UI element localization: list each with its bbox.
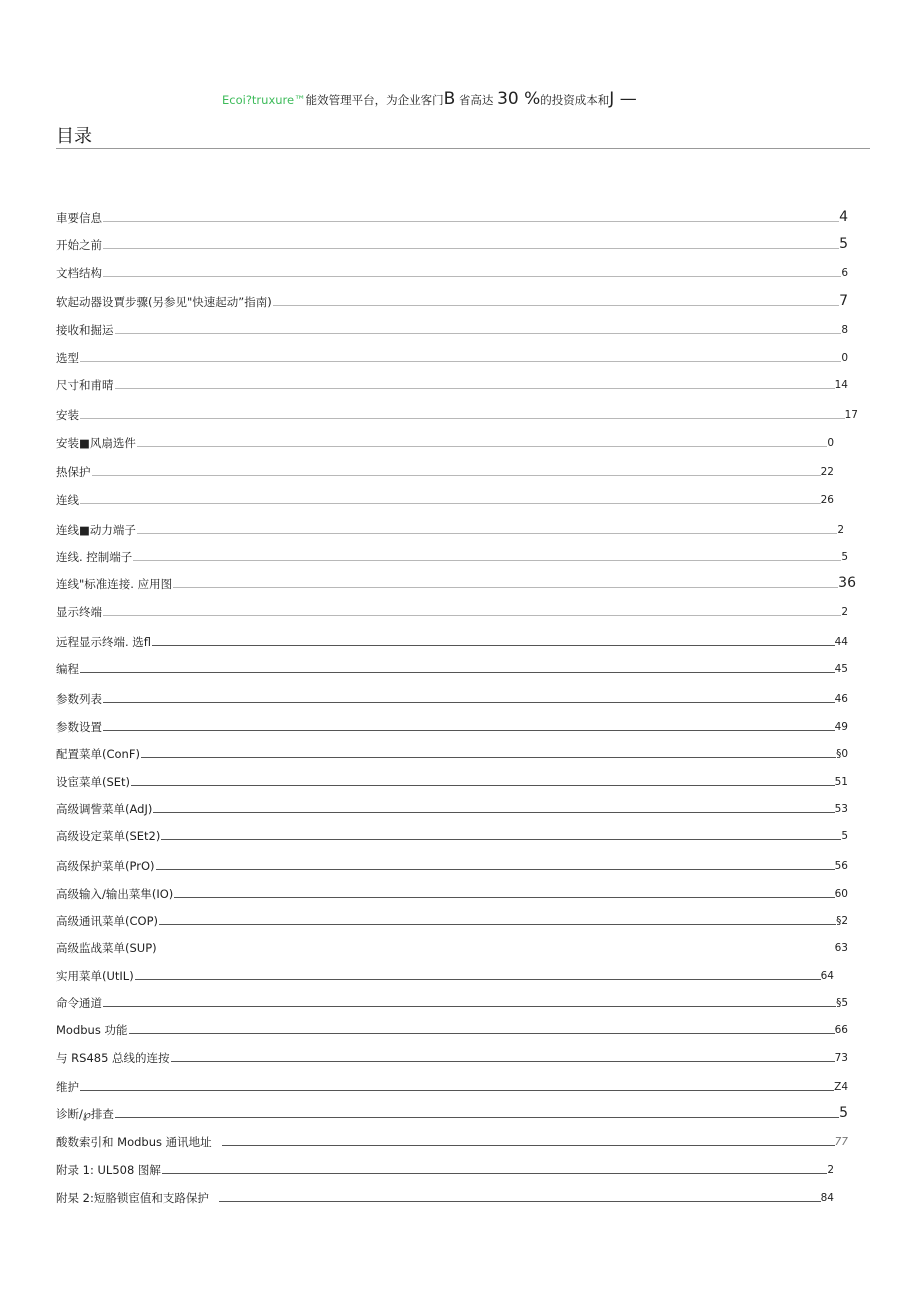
toc-entry-label: 维护 (56, 1080, 79, 1094)
toc-entry[interactable] (56, 601, 848, 619)
toc-entry-label: 尺寸和甫晴 (56, 378, 114, 392)
toc-entry-label: 连线"标准连接. 应用图 (56, 577, 173, 591)
toc-entry-label: 实用菜单(UtIL) (56, 969, 134, 983)
toc-entry-page: 45 (834, 663, 848, 675)
toc-entry[interactable] (56, 1076, 848, 1094)
toc-entry-page: 14 (834, 379, 848, 391)
toc-entry[interactable] (56, 1187, 834, 1205)
toc-entry[interactable] (56, 688, 848, 706)
toc-entry[interactable] (56, 519, 844, 537)
toc-entry-page: 0 (827, 437, 834, 449)
toc-leader-line (159, 924, 836, 925)
toc-leader-line (103, 1006, 836, 1007)
toc-leader-line (141, 757, 836, 758)
toc-entry-page: 22 (820, 466, 834, 478)
toc-entry-label: 高级通讯菜单(COP) (56, 914, 158, 928)
toc-entry-page: 2 (837, 524, 844, 536)
toc-leader-line (152, 645, 835, 646)
toc-entry-label: 连线■动力端子 (56, 523, 136, 537)
toc-entry-label: 安装 (56, 408, 79, 422)
toc-entry[interactable] (56, 573, 856, 591)
toc-leader-line (222, 1145, 835, 1146)
toc-entry-label: 参数设置 (56, 720, 102, 734)
toc-entry-page: 51 (834, 776, 848, 788)
banner-percent: % (518, 89, 541, 109)
toc-leader-line (115, 1117, 839, 1118)
toc-entry-label: 与 RS485 总线的连按 (56, 1051, 170, 1065)
toc-leader-line (161, 839, 841, 840)
toc-entry-page: Z4 (834, 1081, 848, 1093)
toc-entry[interactable] (56, 825, 848, 843)
toc-entry-page: 5 (839, 236, 848, 252)
toc-entry-page: 66 (834, 1024, 848, 1036)
toc-leader-line (135, 979, 821, 980)
toc-leader-line (174, 897, 834, 898)
toc-entry-page: 49 (834, 721, 848, 733)
brand-name: Ecoi?truxure™ (222, 93, 306, 107)
toc-entry-label: 配置菜单(ConF) (56, 747, 140, 761)
toc-entry-label: 参数列表 (56, 692, 102, 706)
toc-entry-label: 附杲 2:短胳锁宦值和支路保护 (56, 1191, 209, 1205)
toc-entry-label: 安装■风扇选件 (56, 436, 136, 450)
toc-entry[interactable] (56, 855, 848, 873)
toc-entry-label: 高级输入/输出菜隼(IO) (56, 887, 174, 901)
toc-leader-line (219, 1201, 821, 1202)
toc-leader-line (129, 1033, 835, 1034)
page-title: 目录 (56, 126, 92, 147)
toc-entry-page: 73 (834, 1052, 848, 1064)
toc-entry[interactable] (56, 965, 834, 983)
banner-letter-b: B (443, 89, 456, 109)
toc-leader-line (103, 276, 841, 277)
toc-leader-line (80, 361, 841, 362)
toc-leader-line (80, 503, 821, 504)
toc-entry-label: Modbus 功能 (56, 1023, 128, 1037)
toc-entry-label: 连线 (56, 493, 79, 507)
toc-leader-line (131, 785, 835, 786)
toc-entry-page: 60 (834, 888, 848, 900)
toc-entry[interactable] (56, 319, 848, 337)
toc-leader-line (162, 1173, 827, 1174)
toc-entry-page: 5 (841, 551, 848, 563)
toc-entry[interactable] (56, 883, 848, 901)
banner-letter-j: J (609, 89, 615, 109)
toc-entry-page: 26 (820, 494, 834, 506)
toc-entry[interactable] (56, 992, 848, 1010)
toc-entry-label: 酸数索引和 Modbus 通讯地址 (56, 1135, 212, 1149)
toc-entry-page: §2 (836, 915, 848, 927)
toc-entry-label: 显示终端 (56, 605, 102, 619)
toc-leader-line (171, 1061, 835, 1062)
toc-entry[interactable] (56, 771, 848, 789)
toc-entry-page: 2 (827, 1164, 834, 1176)
banner-text-2: 省高达 (455, 93, 498, 107)
toc-entry-page: §5 (836, 997, 848, 1009)
toc-leader-line (80, 1090, 834, 1091)
toc-entry-label: 热保护 (56, 465, 91, 479)
toc-entry-page: §0 (836, 748, 848, 760)
toc-leader-line (80, 672, 835, 673)
toc-entry-label: 高级保护菜单(PrO) (56, 859, 155, 873)
banner-number: 30 (497, 89, 519, 109)
toc-leader-line (103, 248, 839, 249)
toc-entry-page: 5 (841, 830, 848, 842)
toc-entry[interactable] (56, 404, 858, 422)
toc-entry-label: 接收和掘运 (56, 323, 114, 337)
toc-entry-label: 诊断/℘排查 (56, 1107, 114, 1121)
toc-leader-line (273, 305, 839, 306)
toc-leader-line (153, 812, 834, 813)
toc-entry-page: 46 (834, 693, 848, 705)
toc-leader-line (92, 475, 821, 476)
toc-entry[interactable] (56, 798, 848, 816)
toc-leader-line (103, 702, 835, 703)
toc-entry-page: 8 (841, 324, 848, 336)
toc-entry-page: 63 (834, 942, 848, 954)
toc-entry-label: 命令通道 (56, 996, 102, 1010)
toc-leader-line (115, 388, 835, 389)
toc-entry-label: 高级调訾菜单(AdJ) (56, 802, 153, 816)
toc-entry[interactable] (56, 743, 848, 761)
toc-entry-page: 64 (820, 970, 834, 982)
header-banner (222, 88, 637, 111)
toc-entry-label: 选型 (56, 351, 79, 365)
toc-entry[interactable] (56, 1131, 848, 1149)
toc-entry-page: 4 (839, 209, 848, 225)
toc-entry-page: 0 (841, 352, 848, 364)
toc-entry-page: 84 (820, 1192, 834, 1204)
toc-leader-line (137, 446, 827, 447)
toc-entry-label: 高级监战菜单(SUP) (56, 941, 157, 955)
title-divider (56, 148, 870, 149)
toc-entry[interactable] (56, 1159, 834, 1177)
toc-entry-page: 2 (841, 606, 848, 618)
toc-entry-label: 设宦菜单(SEt) (56, 775, 131, 789)
toc-entry-label: 文档结构 (56, 266, 102, 280)
toc-leader-line (103, 221, 839, 222)
toc-entry-page: 5 (839, 1105, 848, 1121)
toc-entry[interactable] (56, 1103, 848, 1121)
toc-entry-page: 56 (834, 860, 848, 872)
toc-entry-page: 53 (834, 803, 848, 815)
toc-entry[interactable] (56, 291, 848, 309)
toc-leader-line (80, 418, 845, 419)
toc-leader-line (115, 333, 842, 334)
banner-text-4: 的投资成本和 (540, 93, 610, 107)
toc-leader-line (156, 869, 835, 870)
toc-entry-label: 附录 1: UL508 图解 (56, 1163, 161, 1177)
toc-entry[interactable] (56, 658, 848, 676)
toc-leader-line (103, 730, 835, 731)
toc-entry-page: 36 (838, 575, 856, 591)
toc-entry[interactable] (56, 631, 848, 649)
banner-dash: — (614, 89, 637, 109)
toc-leader-line (173, 587, 838, 588)
banner-text-1: 能效管理平台，为企业客门 (305, 93, 444, 107)
toc-leader-line (137, 533, 837, 534)
toc-entry[interactable] (56, 910, 848, 928)
toc-entry[interactable] (56, 1047, 848, 1065)
toc-leader-line (103, 615, 841, 616)
toc-entry-label: 开始之前 (56, 238, 102, 252)
toc-entry-page: 44 (834, 636, 848, 648)
toc-leader-line (133, 560, 841, 561)
toc-entry[interactable] (56, 347, 848, 365)
toc-entry-page: 17 (844, 409, 858, 421)
toc-entry-label: 高级设定菜单(SEt2) (56, 829, 161, 843)
toc-entry[interactable] (56, 262, 848, 280)
toc-entry[interactable] (56, 1019, 848, 1037)
toc-entry-label: 连线. 控制端子 (56, 550, 133, 564)
toc-entry[interactable] (56, 432, 834, 450)
toc-entry[interactable] (56, 374, 848, 392)
toc-entry-page: 77 (834, 1136, 848, 1148)
toc-entry-page: 6 (841, 267, 848, 279)
toc-entry-page: 7 (839, 293, 848, 309)
toc-entry-label: 编程 (56, 662, 79, 676)
toc-entry-label: 車要信息 (56, 211, 102, 225)
toc-entry[interactable] (56, 207, 848, 225)
toc-entry[interactable] (56, 546, 848, 564)
toc-entry[interactable] (56, 716, 848, 734)
toc-entry-label: 远程显示终端. 选fl (56, 635, 152, 649)
toc-entry-label: 软起动器设賈步骤(另参见"快速起动”指南) (56, 295, 272, 309)
toc-entry[interactable] (56, 461, 834, 479)
toc-entry[interactable] (56, 234, 848, 252)
toc-entry[interactable] (56, 489, 834, 507)
toc-entry[interactable] (56, 937, 848, 955)
